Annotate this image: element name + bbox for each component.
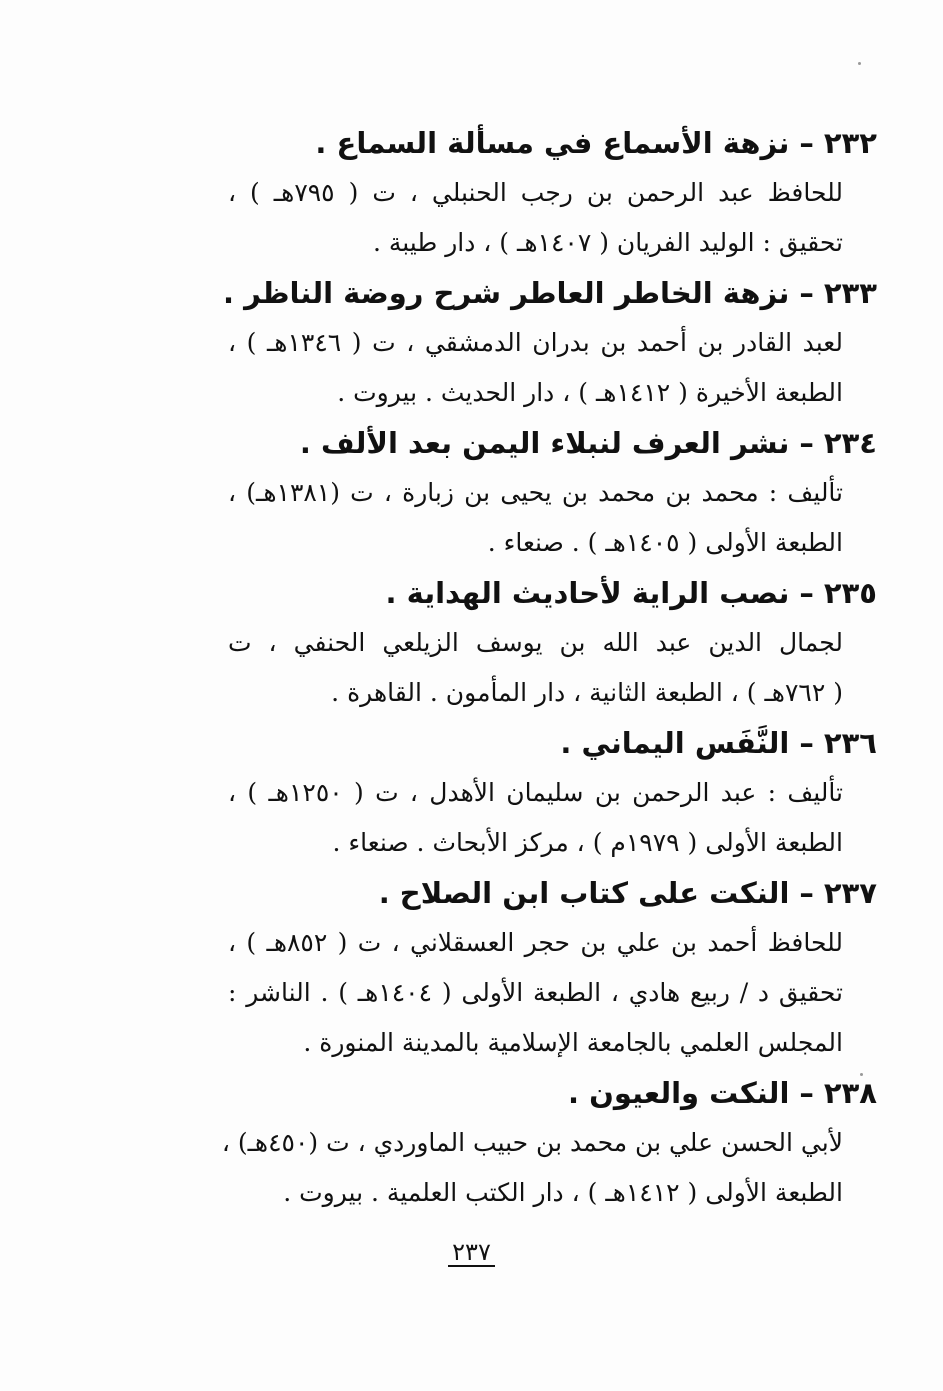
entry-heading	[123, 268, 877, 318]
entry-number: ٢٣٢	[823, 126, 877, 160]
entry-line: لأبي الحسن علي بن محمد بن حبيب الماوردي ، ت (٤٥٠هـ) ،	[221, 1128, 843, 1157]
scan-speck	[858, 62, 861, 65]
entry-title: نزهة الأسماع في مسألة السماع .	[315, 126, 790, 160]
entry-235	[123, 568, 877, 718]
page-number: ٢٣٧	[448, 1239, 495, 1267]
entry-dash: –	[799, 726, 814, 760]
entry-title: نشر العرف لنبلاء اليمن بعد الألف .	[299, 426, 790, 460]
entry-number: ٢٣٦	[823, 726, 877, 760]
entry-heading	[123, 418, 877, 468]
entry-number: ٢٣٤	[823, 426, 877, 460]
entry-dash: –	[799, 426, 814, 460]
entry-number: ٢٣٣	[823, 276, 877, 310]
entry-number: ٢٣٧	[823, 876, 877, 910]
entry-line: للحافظ عبد الرحمن بن رجب الحنبلي ، ت ( ٧٩٥هـ ) ،	[228, 178, 843, 207]
entry-line: الطبعة الأولى ( ١٤١٢هـ ) ، دار الكتب العلمية . بيروت .	[283, 1178, 843, 1207]
entry-233	[123, 268, 877, 418]
entry-line: تأليف : عبد الرحمن بن سليمان الأهدل ، ت ( ١٢٥٠هـ ) ،	[228, 778, 843, 807]
entry-dash: –	[799, 126, 814, 160]
entry-heading	[123, 868, 877, 918]
entry-dash: –	[799, 1076, 814, 1110]
entry-line: تحقيق د / ربيع هادي ، الطبعة الأولى ( ١٤٠٤هـ ) . الناشر :	[228, 978, 843, 1007]
entry-line: ( ٧٦٢هـ ) ، الطبعة الثانية ، دار المأمون . القاهرة .	[331, 678, 843, 707]
entry-dash: –	[799, 276, 814, 310]
entry-238	[123, 1068, 877, 1218]
entry-232	[123, 118, 877, 268]
entry-dash: –	[799, 876, 814, 910]
entry-line: للحافظ أحمد بن علي بن حجر العسقلاني ، ت ( ٨٥٢هـ ) ،	[228, 928, 843, 957]
entry-number: ٢٣٥	[823, 576, 877, 610]
entry-title: النكت على كتاب ابن الصلاح .	[378, 876, 790, 910]
entry-title: النَّفَس اليماني .	[560, 726, 790, 760]
entry-line: تأليف : محمد بن محمد بن يحيى بن زبارة ، ت (١٣٨١هـ) ،	[228, 478, 844, 507]
entry-line: الطبعة الأخيرة ( ١٤١٢هـ ) ، دار الحديث . بيروت .	[337, 378, 843, 407]
entry-237	[123, 868, 877, 1068]
entry-line: المجلس العلمي بالجامعة الإسلامية بالمدينة المنورة .	[303, 1028, 843, 1057]
entry-line: الطبعة الأولى ( ١٩٧٩م ) ، مركز الأبحاث . صنعاء .	[332, 828, 843, 857]
entry-line: تحقيق : الوليد الفريان ( ١٤٠٧هـ ) ، دار طيبة .	[372, 228, 843, 257]
bibliography-list	[123, 118, 877, 1218]
page-footer	[0, 1232, 943, 1272]
entry-heading	[123, 568, 877, 618]
entry-number: ٢٣٨	[823, 1076, 877, 1110]
entry-heading	[123, 1068, 877, 1118]
entry-dash: –	[799, 576, 814, 610]
entry-line: الطبعة الأولى ( ١٤٠٥هـ ) . صنعاء .	[487, 528, 843, 557]
entry-line: لجمال الدين عبد الله بن يوسف الزيلعي الحنفي ، ت	[228, 628, 843, 657]
entry-heading	[123, 118, 877, 168]
entry-title: نصب الراية لأحاديث الهداية .	[385, 576, 790, 610]
entry-heading	[123, 718, 877, 768]
entry-title: النكت والعيون .	[567, 1076, 790, 1110]
entry-title: نزهة الخاطر العاطر شرح روضة الناظر .	[223, 276, 790, 310]
entry-236	[123, 718, 877, 868]
entry-234	[123, 418, 877, 568]
entry-line: لعبد القادر بن أحمد بن بدران الدمشقي ، ت ( ١٣٤٦هـ ) ،	[228, 328, 843, 357]
